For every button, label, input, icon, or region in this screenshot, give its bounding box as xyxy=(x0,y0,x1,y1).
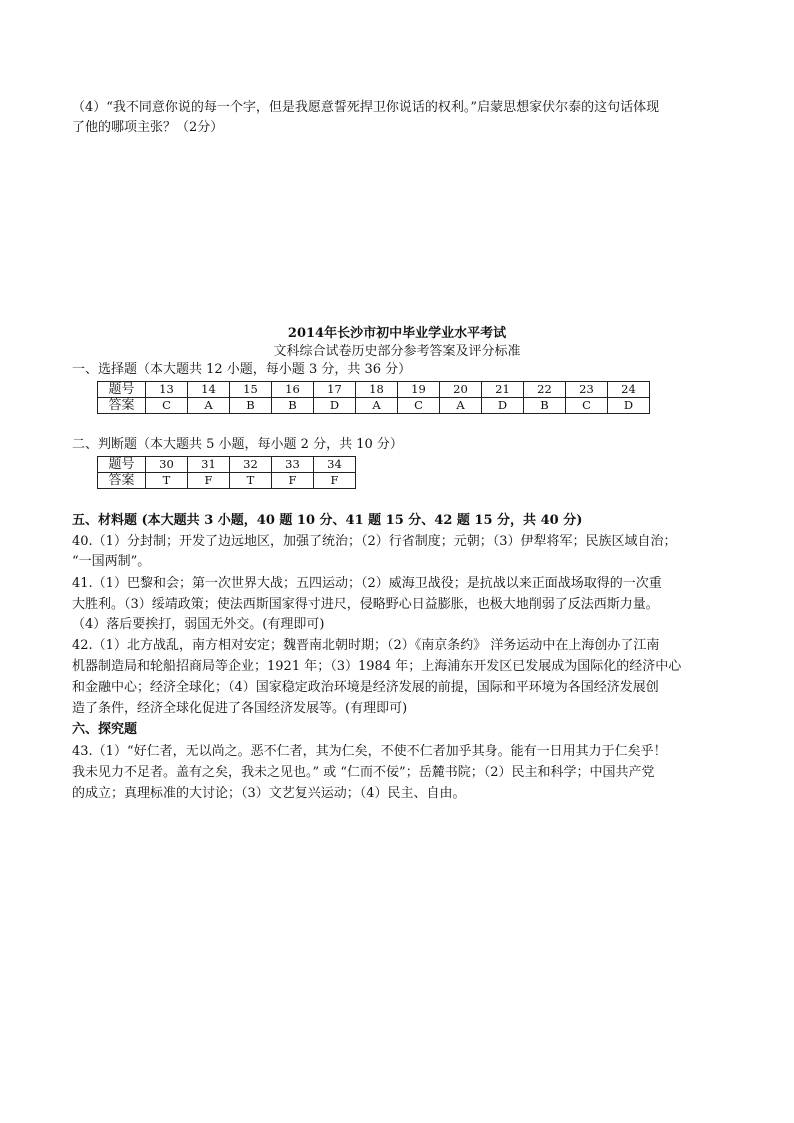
table-cell: 20 xyxy=(440,382,482,398)
answer-line: 41.（1）巴黎和会；第一次世界大战；五四运动；（2）威海卫战役；是抗战以来正面战场取得的一次重 xyxy=(72,576,662,591)
question-4-line-1: （4）“我不同意你说的每一个字，但是我愿意誓死捍卫你说话的权利。”启蒙思想家伏尔泰的这句话体现 xyxy=(72,100,660,115)
table-cell: 34 xyxy=(314,457,356,473)
section-5-heading: 五、材料题 (本大题共 3 小题，40 题 10 分、41 题 15 分、42 题 15 分，共 40 分) xyxy=(72,513,583,528)
table-cell: F xyxy=(188,473,230,489)
row-label-number: 题号 xyxy=(98,382,146,398)
answer-line: 的成立；真理标准的大讨论；（3）文艺复兴运动；（4）民主、自由。 xyxy=(72,786,466,801)
answer-line: 42.（1）北方战乱，南方相对安定；魏晋南北朝时期；（2）《南京条约》 洋务运动中在上海创办了江南 xyxy=(72,638,660,653)
table-cell: 23 xyxy=(566,382,608,398)
section-1-heading: 一、选择题（本大题共 12 小题，每小题 3 分，共 36 分） xyxy=(72,362,412,377)
table-cell: F xyxy=(314,473,356,489)
answer-line: 43.（1）“好仁者，无以尚之。恶不仁者，其为仁矣，不使不仁者加乎其身。能有一日用其力于仁矣乎！ xyxy=(72,744,667,759)
section-6-heading: 六、探究题 xyxy=(72,722,138,737)
question-4-line-2: 了他的哪项主张？（2分） xyxy=(72,120,224,135)
table-cell: 16 xyxy=(272,382,314,398)
answer-line: 40.（1）分封制；开发了边远地区，加强了统治；（2）行省制度；元朝；（3）伊犁将军；民族区域自治； xyxy=(72,534,677,549)
table-cell: F xyxy=(272,473,314,489)
answer-line: （4）落后要挨打，弱国无外交。(有理即可) xyxy=(72,617,325,632)
answer-line: 造了条件，经济全球化促进了各国经济发展等。(有理即可) xyxy=(72,701,408,716)
table-cell: 17 xyxy=(314,382,356,398)
table-row xyxy=(98,382,650,398)
table-cell: 24 xyxy=(608,382,650,398)
answer-line: 我未见力不足者。盖有之矣，我未之见也。” 或 “仁而不佞”；岳麓书院；（2）民主和科学；中国共产党 xyxy=(72,765,655,780)
answer-line: 大胜利。（3）绥靖政策；使法西斯国家得寸进尺，侵略野心日益膨胀，也极大地削弱了反法西斯力量。 xyxy=(72,597,659,612)
table-cell: 15 xyxy=(230,382,272,398)
table-row xyxy=(98,398,650,414)
table-cell: D xyxy=(482,398,524,414)
table-cell: T xyxy=(146,473,188,489)
answer-key-subtitle: 文科综合试卷历史部分参考答案及评分标准 xyxy=(273,344,521,359)
table-cell: A xyxy=(188,398,230,414)
choice-answer-table xyxy=(97,381,650,414)
table-cell: C xyxy=(146,398,188,414)
table-cell: 18 xyxy=(356,382,398,398)
table-cell: A xyxy=(440,398,482,414)
table-cell: C xyxy=(566,398,608,414)
row-label-answer: 答案 xyxy=(98,473,146,489)
table-cell: A xyxy=(356,398,398,414)
table-cell: 32 xyxy=(230,457,272,473)
table-cell: 19 xyxy=(398,382,440,398)
table-cell: 30 xyxy=(146,457,188,473)
table-cell: B xyxy=(524,398,566,414)
table-cell: 13 xyxy=(146,382,188,398)
answer-line: 机器制造局和轮船招商局等企业；1921 年；（3）1984 年；上海浦东开发区已发展成为国际化的经济中心 xyxy=(72,659,682,674)
section-2-heading: 二、判断题（本大题共 5 小题，每小题 2 分，共 10 分） xyxy=(72,437,403,452)
table-cell: B xyxy=(230,398,272,414)
judgment-answer-table xyxy=(97,456,356,489)
table-cell: D xyxy=(314,398,356,414)
table-cell: 14 xyxy=(188,382,230,398)
answer-key-title: 2014年长沙市初中毕业学业水平考试 xyxy=(287,326,507,341)
table-cell: C xyxy=(398,398,440,414)
table-cell: T xyxy=(230,473,272,489)
table-cell: 22 xyxy=(524,382,566,398)
answer-line: 和金融中心；经济全球化；（4）国家稳定政治环境是经济发展的前提，国际和平环境为各国经济发展创 xyxy=(72,680,659,695)
table-cell: D xyxy=(608,398,650,414)
table-row xyxy=(98,473,356,489)
table-row xyxy=(98,457,356,473)
answer-line: “一国两制”。 xyxy=(72,554,151,569)
table-cell: B xyxy=(272,398,314,414)
table-cell: 31 xyxy=(188,457,230,473)
table-cell: 33 xyxy=(272,457,314,473)
row-label-answer: 答案 xyxy=(98,398,146,414)
table-cell: 21 xyxy=(482,382,524,398)
row-label-number: 题号 xyxy=(98,457,146,473)
